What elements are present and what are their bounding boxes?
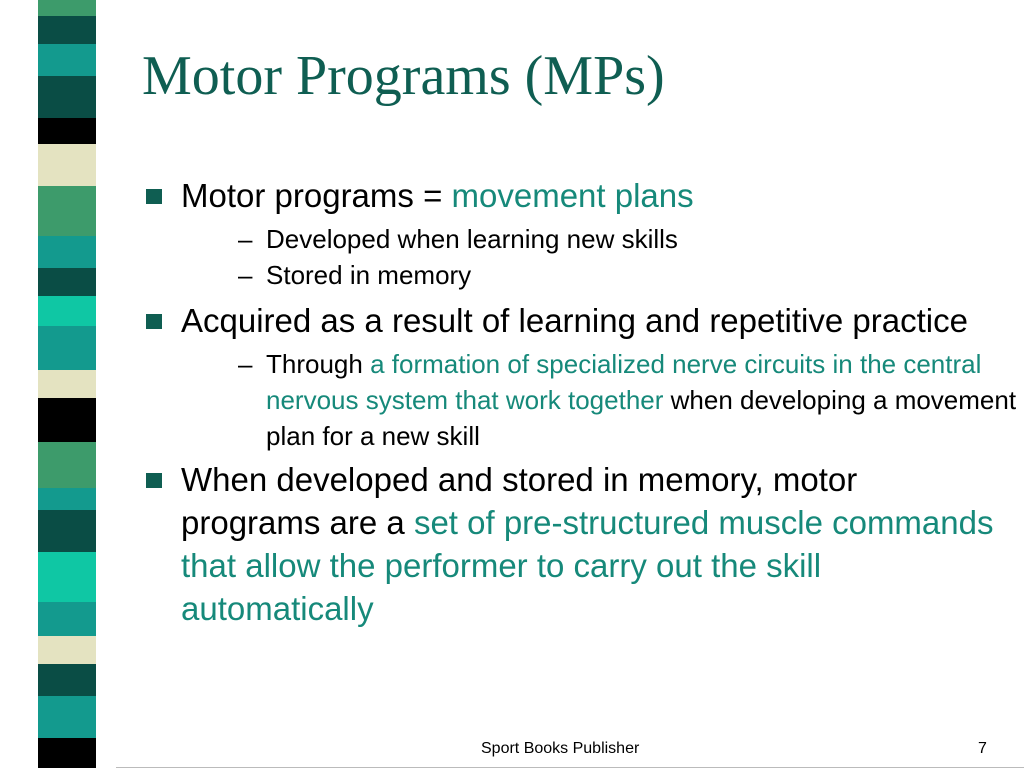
- bullet-text: When developed and stored in memory, motor programs are a: [181, 461, 858, 541]
- stripe-block: [38, 488, 96, 510]
- footer-publisher: Sport Books Publisher: [481, 740, 640, 757]
- stripe-block: [38, 0, 96, 16]
- stripe-block: [38, 602, 96, 636]
- bullet-motor-programs: [140, 174, 1000, 293]
- sub-bullet-text-end: when developing a movement plan for a new skill: [266, 385, 1017, 451]
- bullet-when-developed: [140, 458, 1000, 630]
- sub-list: [181, 221, 1000, 293]
- slide-title: Motor Programs (MPs): [142, 45, 665, 107]
- page-number: 7: [978, 740, 987, 757]
- stripe-block: [38, 44, 96, 76]
- sub-bullet-highlight: a formation of specialized nerve circuits in the central nervous system that work together: [266, 349, 982, 415]
- sub-bullet-developed: [181, 221, 1000, 257]
- stripe-block: [38, 636, 96, 664]
- stripe-block: [38, 326, 96, 370]
- square-bullet-icon: [146, 189, 162, 204]
- stripe-block: [38, 442, 96, 488]
- stripe-block: [38, 510, 96, 552]
- sub-bullet-text: Stored in memory: [266, 260, 472, 290]
- stripe-block: [38, 118, 96, 144]
- stripe-block: [38, 144, 96, 186]
- square-bullet-icon: [146, 314, 162, 329]
- stripe-block: [38, 738, 96, 768]
- stripe-block: [38, 398, 96, 442]
- stripe-block: [38, 186, 96, 236]
- bullet-highlight: movement plans: [451, 177, 694, 214]
- dash-bullet-icon: –: [238, 349, 253, 379]
- stripe-block: [38, 696, 96, 738]
- stripe-block: [38, 16, 96, 44]
- dash-bullet-icon: –: [238, 224, 253, 254]
- bullet-highlight: set of pre-structured muscle commands that allow the performer to carry out the skill automatically: [181, 504, 994, 627]
- stripe-block: [38, 370, 96, 398]
- slide-body: [140, 174, 1017, 630]
- bullet-acquired: [140, 299, 1017, 454]
- sub-bullet-text: Developed when learning new skills: [266, 224, 678, 254]
- bullet-text: Motor programs =: [181, 177, 452, 214]
- square-bullet-icon: [146, 473, 162, 488]
- sub-list: [181, 346, 1017, 454]
- sub-bullet-stored: [181, 257, 1000, 293]
- stripe-block: [38, 664, 96, 696]
- dash-bullet-icon: –: [238, 260, 253, 290]
- sub-bullet-through: [181, 346, 1024, 454]
- stripe-block: [38, 236, 96, 268]
- stripe-gap: [96, 0, 116, 768]
- bullet-text: Acquired as a result of learning and repetitive practice: [181, 302, 968, 339]
- stripe-block: [38, 552, 96, 602]
- sub-bullet-text: Through: [266, 349, 371, 379]
- stripe-block: [38, 76, 96, 118]
- stripe-block: [38, 268, 96, 296]
- stripe-block: [38, 296, 96, 326]
